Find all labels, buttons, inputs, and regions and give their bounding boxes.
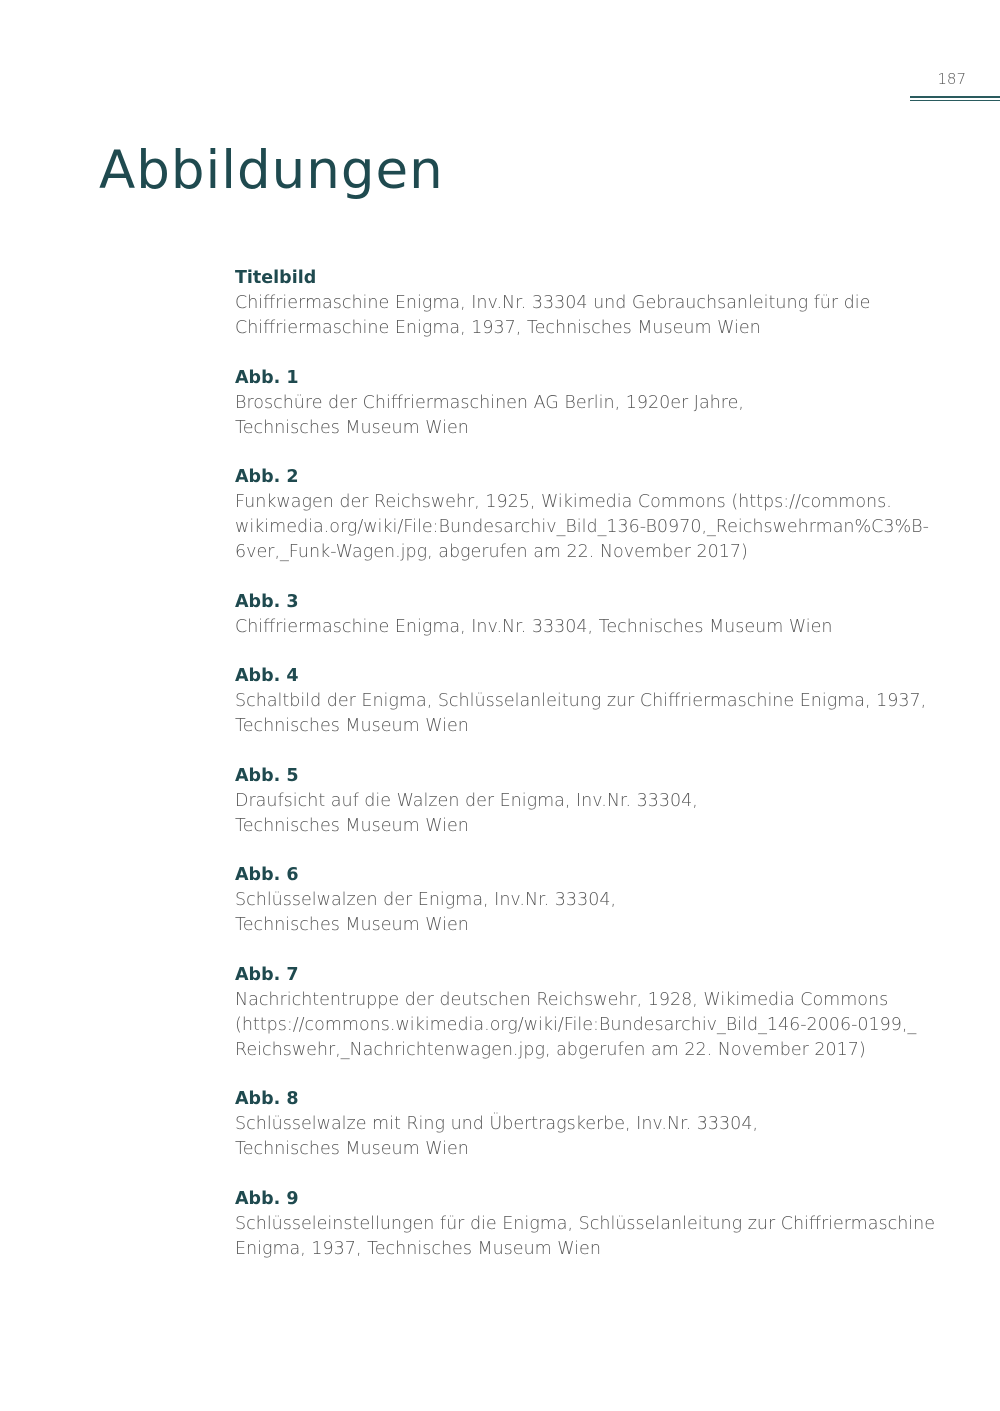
figure-caption: Nachrichtentruppe der deutschen Reichswehr, 1928, Wikimedia Commons (https://commons.wikimedia.org/wiki/File:Bundesarchiv_Bild_146-2006-0199,_ Reichswehr,_Nachrichtenwagen.jpg, abgerufen am 22. November 2017) — [235, 989, 917, 1060]
figure-label: Abb. 2 — [235, 467, 299, 487]
figure-caption: Draufsicht auf die Walzen der Enigma, Inv.Nr. 33304, Technisches Museum Wien — [235, 790, 698, 836]
figure-label: Abb. 7 — [235, 964, 299, 985]
figure-caption: Schlüsselwalze mit Ring und Übertragskerbe, Inv.Nr. 33304, Technisches Museum Wien — [235, 1114, 759, 1159]
figure-list — [235, 266, 935, 1286]
figure-label: Abb. 5 — [235, 765, 299, 786]
figure-label: Abb. 3 — [235, 591, 299, 612]
figure-label: Titelbild — [235, 268, 317, 288]
page-title: Abbildungen — [99, 140, 444, 201]
figure-caption: Broschüre der Chiffriermaschinen AG Berlin, 1920er Jahre, Technisches Museum Wien — [235, 392, 744, 438]
figure-label: Abb. 6 — [235, 865, 299, 885]
figure-entry — [235, 590, 935, 640]
figure-entry — [235, 963, 935, 1063]
figure-caption: Schaltbild der Enigma, Schlüsselanleitung zur Chiffriermaschine Enigma, 1937, Technisches Museum Wien — [235, 691, 927, 736]
figure-entry — [235, 664, 935, 739]
figure-entry — [235, 764, 935, 839]
figure-caption: Schlüsseleinstellungen für die Enigma, Schlüsselanleitung zur Chiffriermaschine Enigma, 1937, Technisches Museum Wien — [235, 1213, 935, 1259]
page-number: 187 — [937, 70, 966, 88]
figure-label: Abb. 4 — [235, 666, 299, 686]
figure-entry — [235, 465, 935, 565]
figure-entry — [235, 366, 935, 441]
figure-entry — [235, 863, 935, 938]
header-rule — [910, 96, 1000, 98]
figure-caption: Chiffriermaschine Enigma, Inv.Nr. 33304 und Gebrauchsanleitung für die Chiffriermaschine Enigma, 1937, Technisches Museum Wien — [235, 293, 871, 338]
figure-entry — [235, 1087, 935, 1162]
header-rule-thin — [910, 100, 1000, 101]
figure-entry — [235, 266, 935, 341]
figure-label: Abb. 1 — [235, 367, 299, 388]
figure-label: Abb. 9 — [235, 1188, 299, 1209]
figure-caption: Schlüsselwalzen der Enigma, Inv.Nr. 33304, Technisches Museum Wien — [235, 890, 617, 935]
figure-caption: Funkwagen der Reichswehr, 1925, Wikimedia Commons (https://commons. wikimedia.org/wiki/File:Bundesarchiv_Bild_136-B0970,_Reichswehrman%C3%B- 6ver,_Funk-Wagen.jpg, abgerufen am 22. November 2017) — [235, 492, 929, 562]
figure-entry — [235, 1187, 935, 1262]
figure-caption: Chiffriermaschine Enigma, Inv.Nr. 33304, Technisches Museum Wien — [235, 616, 833, 637]
figure-label: Abb. 8 — [235, 1089, 299, 1109]
